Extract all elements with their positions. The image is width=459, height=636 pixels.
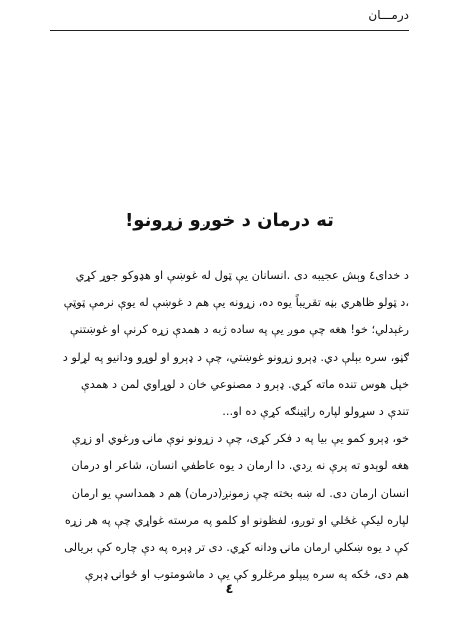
header-rule: [50, 30, 409, 31]
paragraph-line: کې د یوه ښکلي ارمان مانۍ ودانه کړي. دی تر ډېره په دې چاره کې بریالی: [64, 539, 409, 554]
page-number: ٤: [225, 582, 234, 597]
running-header-title: درمـــان: [368, 8, 409, 22]
paragraph-line: هم دی، ځکه په سره پیپلو مرغلرو کې يې د ماشومتوب او ځوانۍ ډېرې: [84, 567, 409, 582]
paragraph-line: د خدای٤ وېش عجیبه دی .انسانان يې ټول له غوښې او هډوکو جوړ کړي: [75, 268, 409, 282]
chapter-title: ته درمان د خوږو زړونو!: [125, 210, 334, 231]
paragraph-line: تندې د سړولو لپاره راټینګه کړې ده او...: [222, 403, 409, 418]
paragraph-line: هغه لوېدو ته پرې نه ږدي. دا ارمان د یوه عاطفي انسان، شاعر او درمان: [71, 458, 409, 473]
paragraph-line: ،د ټولو ظاهري بڼه تقریباً یوه ده، زړونه یې هم د غوښې له یوې نرمې ټوټې: [63, 295, 409, 310]
paragraph-line: رغېدلي؛ خو! هغه چې موږ يې په ساده ژبه د همدې زړه کرنې او غوښتنې: [69, 322, 409, 337]
body-paragraph: [50, 262, 409, 588]
paragraph-line: خپل هوس تنده ماته کړي. ډېرو د مصنوعي خان د لوړاوي لمن د همدې: [80, 376, 409, 391]
paragraph-line: خو، ډېرو کمو يې بیا په د فکر کړی، چې د زړونو نوې مانۍ ورغوي او زړې: [71, 431, 409, 446]
paragraph-line: انسان ارمان دی. له ښه بخته چې زمونږ(درمان) هم د همداسې یو ارمان: [71, 485, 409, 500]
paragraph-line: لپاره لیکې غځلي او توږو، لفظونو او کلمو په مرسته غواړي چې په هر زړه: [64, 512, 409, 527]
paragraph-line: ګڼو، سره بېلې دي. ډېرو زړونو غوښتي، چې د ډېرو او لوړو ودانیو په لړلو د: [62, 349, 409, 364]
